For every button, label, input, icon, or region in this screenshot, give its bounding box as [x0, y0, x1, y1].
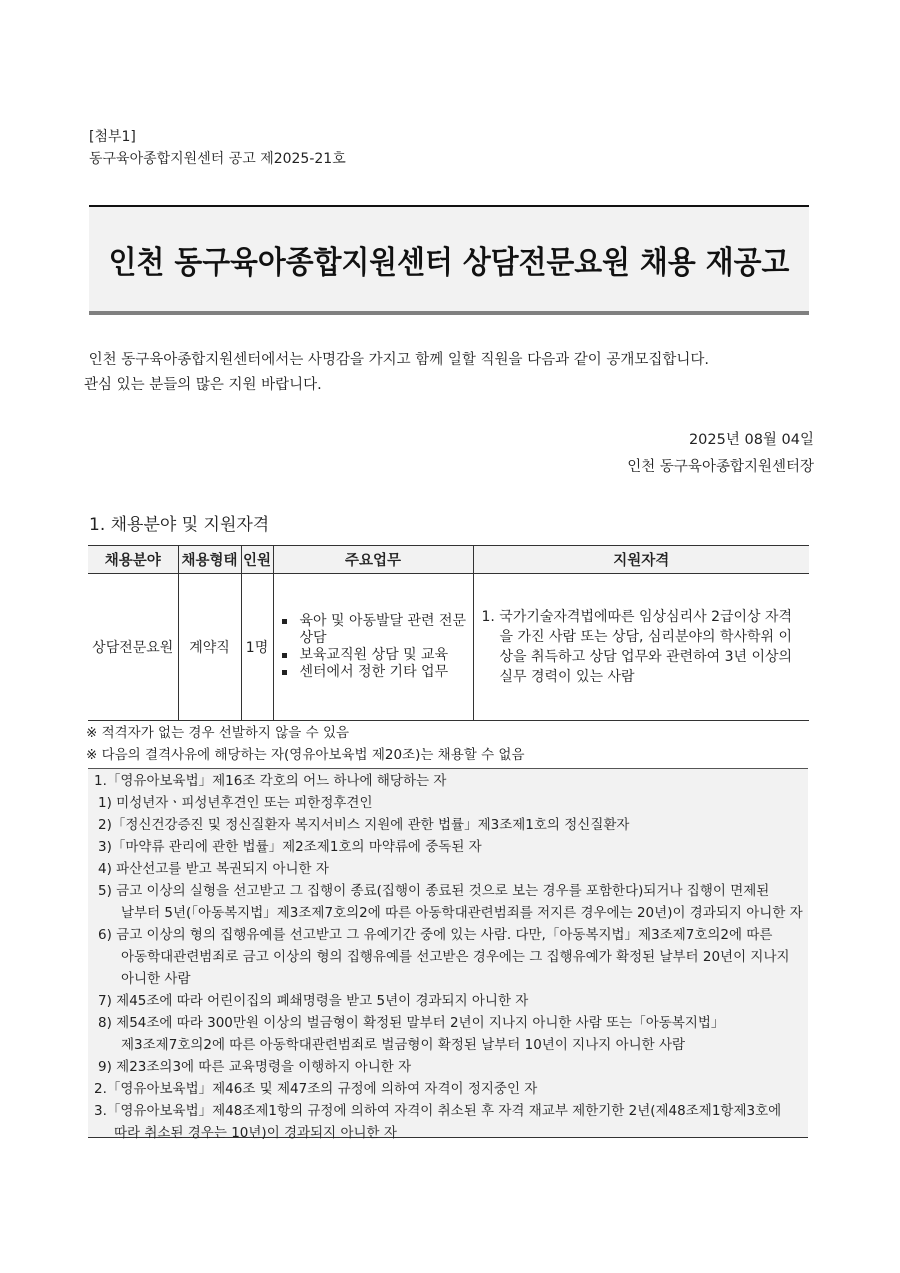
- disq-subitem-continuation: 아동학대관련범죄로 금고 이상의 형의 집행유예를 선고받은 경우에는 그 집행유예가 확정된 날부터 20년이 지나지: [121, 949, 790, 965]
- disq-subitem: 1) 미성년자ㆍ피성년후견인 또는 피한정후견인: [98, 795, 373, 811]
- disq-subitem: 4) 파산선고를 받고 복권되지 아니한 자: [98, 861, 329, 877]
- disqualification-box: [88, 768, 808, 1141]
- qualifications-list: [474, 607, 810, 687]
- notice-number: 동구육아종합지원센터 공고 제2025-21호: [89, 151, 346, 167]
- header-headcount: 인원: [241, 546, 273, 574]
- disq-subitem: 2)「정신건강증진 및 정신질환자 복지서비스 지원에 관한 법률」제3조제1호의 정신질환자: [98, 817, 630, 833]
- attachment-label: [첨부1]: [89, 129, 136, 145]
- disq-subitem: 8) 제54조에 따라 300만원 이상의 벌금형이 확정된 말부터 2년이 지나지 아니한 사람 또는「아동복지법」: [98, 1015, 725, 1031]
- cell-headcount: 1명: [241, 574, 273, 721]
- recruitment-table: [88, 545, 809, 721]
- note-no-candidate: ※ 적격자가 없는 경우 선발하지 않을 수 있음: [86, 725, 350, 741]
- notice-date: 2025년 08월 04일: [688, 432, 814, 448]
- signer-name: 인천 동구육아종합지원센터장: [627, 459, 814, 475]
- header-field: 채용분야: [88, 546, 178, 574]
- disq-item: 2.「영유아보육법」제46조 및 제47조의 규정에 의하여 자격이 정지중인 자: [94, 1081, 538, 1097]
- cell-employment-type: 계약직: [178, 574, 241, 721]
- intro-line-2: 관심 있는 분들의 많은 지원 바랍니다.: [84, 377, 322, 393]
- disq-subitem-continuation: 날부터 5년(「아동복지법」제3조제7호의2에 따른 아동학대관련범죄를 저지른 경우에는 20년)이 경과되지 아니한 자: [121, 905, 803, 921]
- header-duties: 주요업무: [273, 546, 473, 574]
- intro-paragraph: [84, 348, 816, 398]
- title-banner: [89, 205, 809, 315]
- disq-subitem: 6) 금고 이상의 형의 집행유예를 선고받고 그 유예기간 중에 있는 사람. 다만,「아동복지법」제3조제7호의2에 따른: [98, 927, 773, 943]
- disq-subitem: 3)「마약류 관리에 관한 법률」제2조제1호의 마약류에 중독된 자: [98, 839, 482, 855]
- page-title: 인천 동구육아종합지원센터 상담전문요원 채용 재공고: [108, 244, 790, 281]
- header-qualifications: 지원자격: [473, 546, 809, 574]
- duties-list: [274, 613, 473, 681]
- disq-item-continuation: 따라 취소된 경우는 10년)이 경과되지 아니한 자: [114, 1125, 397, 1141]
- table-header-row: [88, 546, 809, 574]
- section-heading: 1. 채용분야 및 지원자격: [89, 515, 270, 535]
- note-disqualification: ※ 다음의 결격사유에 해당하는 자(영유아보육법 제20조)는 채용할 수 없음: [86, 747, 525, 763]
- intro-line-1: 인천 동구육아종합지원센터에서는 사명감을 가지고 함께 일할 직원을 다음과 같이 공개모집합니다.: [84, 352, 709, 368]
- duty-item: 센터에서 정한 기타 업무: [280, 664, 469, 681]
- disq-subitem-continuation: 제3조제7호의2에 따른 아동학대관련범죄로 벌금형이 확정된 날부터 10년이 지나지 아니한 사람: [121, 1037, 686, 1053]
- header-employment-type: 채용형태: [178, 546, 241, 574]
- cell-field: 상담전문요원: [88, 574, 178, 721]
- disq-subitem: 7) 제45조에 따라 어린이집의 폐쇄명령을 받고 5년이 경과되지 아니한 자: [98, 993, 529, 1009]
- disq-item: 3.「영유아보육법」제48조제1항의 규정에 의하여 자격이 취소된 후 자격 재교부 제한기한 2년(제48조제1항제3호에: [94, 1103, 782, 1119]
- duty-item: 육아 및 아동발달 관련 전문 상담: [280, 613, 469, 647]
- table-row: [88, 574, 809, 721]
- disq-subitem: 5) 금고 이상의 실형을 선고받고 그 집행이 종료(집행이 종료된 것으로 보는 경우를 포함한다)되거나 집행이 면제된: [98, 883, 770, 899]
- disq-item: 1.「영유아보육법」제16조 각호의 어느 하나에 해당하는 자: [94, 773, 447, 789]
- qualification-item: 1. 국가기술자격법에따른 임상심리사 2급이상 자격을 가진 사람 또는 상담, 심리분야의 학사학위 이상을 취득하고 상담 업무와 관련하여 3년 이상의 실무 경력이 있는 사람: [481, 609, 793, 685]
- cell-qualifications: [473, 574, 809, 721]
- disq-subitem: 9) 제23조의3에 따른 교육명령을 이행하지 아니한 자: [98, 1059, 412, 1075]
- disq-subitem-continuation: 아니한 사람: [121, 971, 191, 987]
- duty-item: 보육교직원 상담 및 교육: [280, 647, 469, 664]
- cell-duties: [273, 574, 473, 721]
